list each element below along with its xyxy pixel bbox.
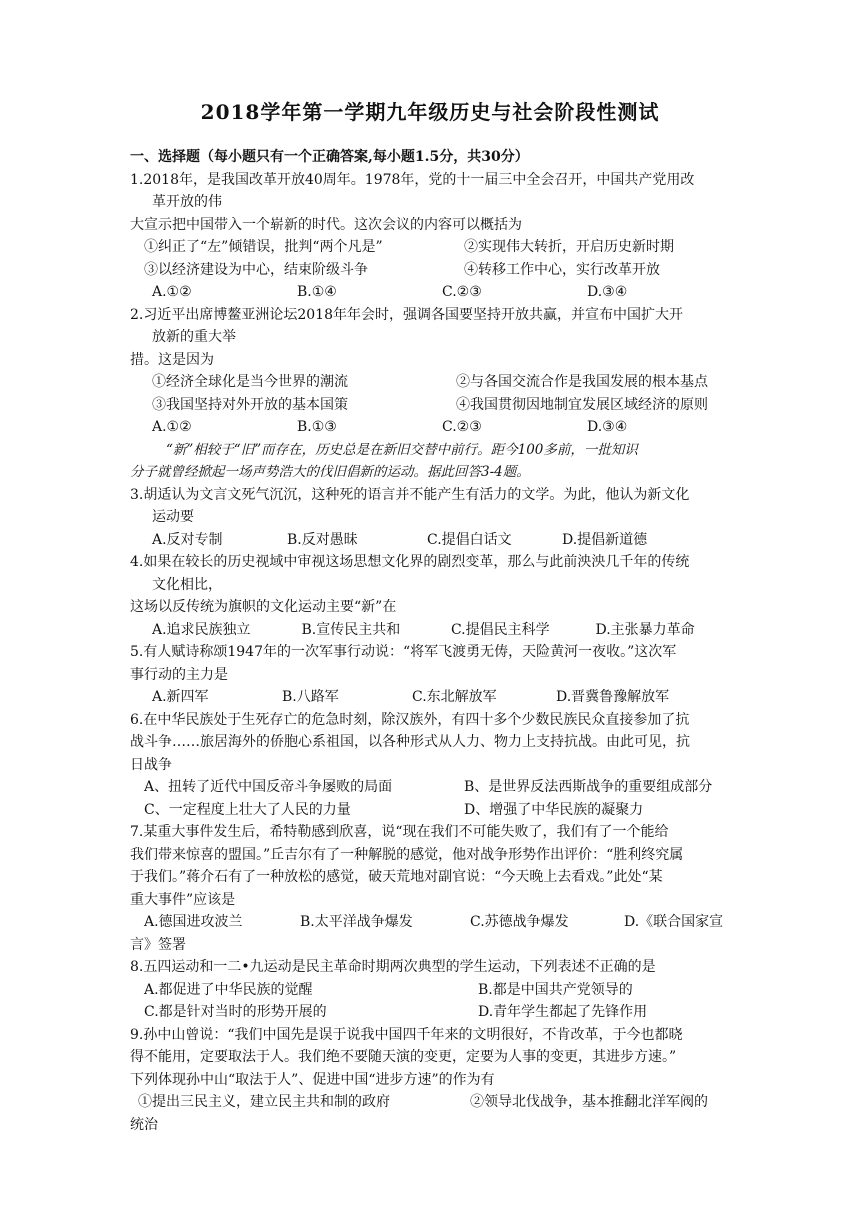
option-a: A.追求民族独立 [152, 621, 251, 638]
question-1 [130, 169, 740, 304]
question-9 [130, 1024, 740, 1137]
question-stem-line: 革开放的伟 [152, 194, 222, 210]
question-stem-line: 于我们。”蒋介石有了一种放松的感觉，破天荒地对副官说：“今天晚上去看戏。”此处“某 [130, 869, 663, 885]
answer-options [130, 911, 740, 934]
question-6 [130, 709, 740, 822]
material-line: 分子就曾经掀起一场声势浩大的伐旧倡新的运动。据此回答3-4题。 [130, 464, 530, 480]
question-3 [130, 484, 740, 552]
option-d: D.主张暴力革命 [595, 621, 695, 638]
question-stem-line: 运动要 [152, 509, 194, 525]
statement-row [130, 371, 740, 394]
question-stem-line: 6.在中华民族处于生死存亡的危急时刻，除汉族外，有四十多个少数民族民众直接参加了抗 [130, 711, 690, 728]
question-7 [130, 821, 740, 956]
option-d: D.《联合国家宣 [624, 914, 724, 930]
document-body [130, 146, 740, 1136]
answer-options [130, 416, 740, 439]
option-b: B.反对愚昧 [287, 531, 358, 548]
reading-material [130, 439, 740, 484]
option-b: B.太平洋战争爆发 [300, 914, 413, 930]
option-a: A.反对专制 [152, 531, 223, 548]
option-a: A.德国进攻波兰 [144, 914, 243, 930]
question-stem-line: 8.五四运动和一二•九运动是民主革命时期两次典型的学生运动，下列表述不正确的是 [130, 959, 656, 975]
statement: ③我国坚持对外开放的基本国策 [152, 396, 348, 413]
question-stem-line: 这场以反传统为旗帜的文化运动主要“新”在 [130, 599, 397, 615]
answer-row [130, 1001, 740, 1024]
option-b: B.都是中国共产党领导的 [478, 981, 633, 998]
option-d: D.提倡新道德 [562, 531, 648, 548]
statement: ①经济全球化是当今世界的潮流 [152, 374, 348, 390]
answer-options [130, 686, 740, 709]
option-a: A.①② [152, 284, 192, 300]
question-stem-line: 5.有人赋诗称颂1947年的一次军事行动说：“将军飞渡勇无俦，天险黄河一夜收。”这次军 [130, 644, 677, 660]
option-b: B.八路军 [282, 689, 339, 705]
option-b: B.宣传民主共和 [301, 621, 401, 638]
option-a: A.①② [152, 419, 192, 435]
option-c: C.②③ [442, 419, 482, 435]
question-stem-line: 得不能用，定要取法于人。我们绝不要随天演的变更，定要为人事的变更，其进步方速。” [130, 1049, 677, 1065]
question-stem-line: 3.胡适认为文言文死气沉沉，这种死的语言并不能产生有活力的文学。为此，他认为新文化 [130, 486, 690, 503]
question-stem-line: 4.如果在较长的历史视域中审视这场思想文化界的剧烈变革，那么与此前泱泱几千年的传统 [130, 554, 690, 570]
question-stem-line: 下列体现孙中山“取法于人”、促进中国“进步方速”的作为有 [130, 1071, 495, 1088]
answer-row [130, 799, 740, 822]
statement: ②领导北伐战争，基本推翻北洋军阀的 [470, 1094, 708, 1110]
question-stem-line: 言》签署 [130, 936, 186, 953]
option-c: C、一定程度上壮大了人民的力量 [144, 801, 351, 818]
question-stem-line: 1.2018年，是我国改革开放40周年。1978年，党的十一届三中全会召开，中国共产党用改 [130, 171, 695, 188]
statement-row [130, 236, 740, 259]
page-title: 2018学年第一学期九年级历史与社会阶段性测试 [200, 100, 660, 124]
option-c: C.东北解放军 [412, 689, 497, 705]
answer-options [130, 619, 740, 642]
option-a: A、扭转了近代中国反帝斗争屡败的局面 [144, 779, 393, 795]
option-d: D.晋冀鲁豫解放军 [556, 689, 670, 705]
question-stem-line: 日战争 [130, 756, 172, 773]
statement-row [130, 259, 740, 282]
option-a: A.都促进了中华民族的觉醒 [144, 981, 313, 998]
option-d: D、增强了中华民族的凝聚力 [464, 801, 644, 818]
material-line: “新”相较于“旧”而存在，历史总是在新旧交替中前行。距今100多前，一批知识 [166, 441, 638, 458]
question-stem-line: 文化相比， [152, 576, 222, 593]
option-d: D.③④ [587, 419, 628, 435]
option-b: B.①④ [297, 284, 337, 300]
question-stem-line: 7.某重大事件发生后，希特勒感到欣喜，说“现在我们不可能失败了，我们有了一个能给 [130, 824, 669, 840]
option-a: A.新四军 [152, 689, 209, 705]
answer-row [130, 776, 740, 799]
option-c: C.②③ [442, 284, 482, 300]
answer-options [130, 529, 740, 552]
statement-row [130, 394, 740, 417]
question-stem-line: 放新的重大举 [152, 329, 236, 345]
question-4 [130, 551, 740, 641]
question-2 [130, 304, 740, 439]
option-d: D.③④ [587, 284, 628, 300]
answer-row [130, 979, 740, 1002]
question-stem-line: 2.习近平出席博鳌亚洲论坛2018年年会时，强调各国要坚持开放共赢，并宣布中国扩大开 [130, 306, 683, 323]
question-stem-line: 重大事件”应该是 [130, 891, 236, 908]
option-c: C.都是针对当时的形势开展的 [144, 1004, 327, 1020]
option-b: B、是世界反法西斯战争的重要组成部分 [464, 779, 713, 795]
statement: ④我国贯彻因地制宜发展区域经济的原则 [456, 396, 708, 413]
statement: ①纠正了“左”倾错误，批判“两个凡是” [144, 239, 383, 255]
statement: ③以经济建设为中心，结束阶级斗争 [144, 261, 368, 278]
question-stem-line: 事行动的主力是 [130, 666, 228, 683]
option-c: C.苏德战争爆发 [470, 914, 569, 930]
question-stem-line: 9.孙中山曾说：“我们中国先是误于说我中国四千年来的文明很好，不肯改革，于今也都晓 [130, 1026, 683, 1043]
question-5 [130, 641, 740, 709]
question-stem-line: 我们带来惊喜的盟国。”丘吉尔有了一种解脱的感觉，他对战争形势作出评价：“胜利终究属 [130, 846, 684, 863]
question-stem-line: 大宣示把中国带入一个崭新的时代。这次会议的内容可以概括为 [130, 216, 522, 233]
answer-options [130, 281, 740, 304]
option-c: C.提倡民主科学 [450, 621, 550, 638]
statement: ①提出三民主义，建立民主共和制的政府 [138, 1094, 390, 1110]
statement: ②与各国交流合作是我国发展的根本基点 [456, 374, 708, 390]
question-stem-line: 措。这是因为 [130, 351, 214, 368]
option-c: C.提倡白话文 [427, 531, 512, 548]
section-header: 一、选择题（每小题只有一个正确答案,每小题1.5分，共30分） [130, 149, 529, 165]
statement: ②实现伟大转折，开启历史新时期 [464, 239, 674, 255]
statement-row [130, 1091, 740, 1114]
statement: ④转移工作中心，实行改革开放 [464, 261, 660, 278]
question-stem-line: 战斗争……旅居海外的侨胞心系祖国，以各种形式从人力、物力上支持抗战。由此可见，抗 [130, 734, 690, 750]
option-b: B.①③ [297, 419, 337, 435]
question-stem-line: 统治 [130, 1116, 158, 1133]
question-8 [130, 956, 740, 1024]
option-d: D.青年学生都起了先锋作用 [478, 1004, 648, 1020]
